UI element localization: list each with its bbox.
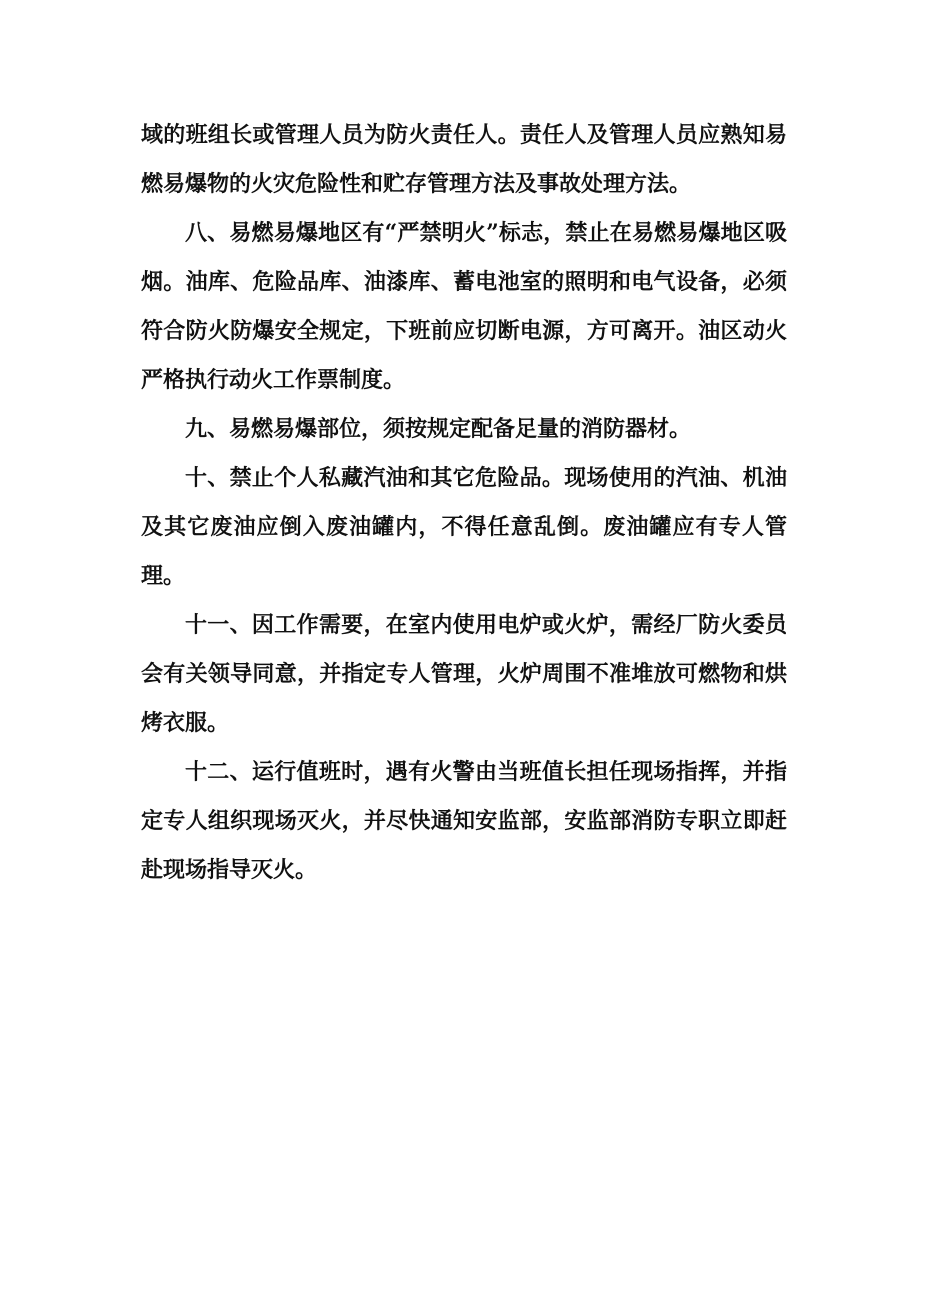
- paragraph-continued: 域的班组长或管理人员为防火责任人。责任人及管理人员应熟知易燃易爆物的火灾危险性和贮存管理方法及事故处理方法。: [141, 122, 787, 197]
- document-body: [141, 111, 787, 895]
- paragraph-item-12: 十二、运行值班时，遇有火警由当班值长担任现场指挥，并指定专人组织现场灭火，并尽快通知安监部，安监部消防专职立即赶赴现场指导灭火。: [141, 759, 787, 883]
- paragraph-item-8: 八、易燃易爆地区有“严禁明火”标志，禁止在易燃易爆地区吸烟。油库、危险品库、油漆库、蓄电池室的照明和电气设备，必须符合防火防爆安全规定，下班前应切断电源，方可离开。油区动火严格执行动火工作票制度。: [141, 220, 787, 393]
- paragraph-item-9: 九、易燃易爆部位，须按规定配备足量的消防器材。: [185, 416, 692, 442]
- paragraph-item-11: 十一、因工作需要，在室内使用电炉或火炉，需经厂防火委员会有关领导同意，并指定专人管理，火炉周围不准堆放可燃物和烘烤衣服。: [141, 612, 787, 736]
- paragraph-item-10: 十、禁止个人私藏汽油和其它危险品。现场使用的汽油、机油及其它废油应倒入废油罐内，不得任意乱倒。废油罐应有专人管理。: [141, 465, 787, 589]
